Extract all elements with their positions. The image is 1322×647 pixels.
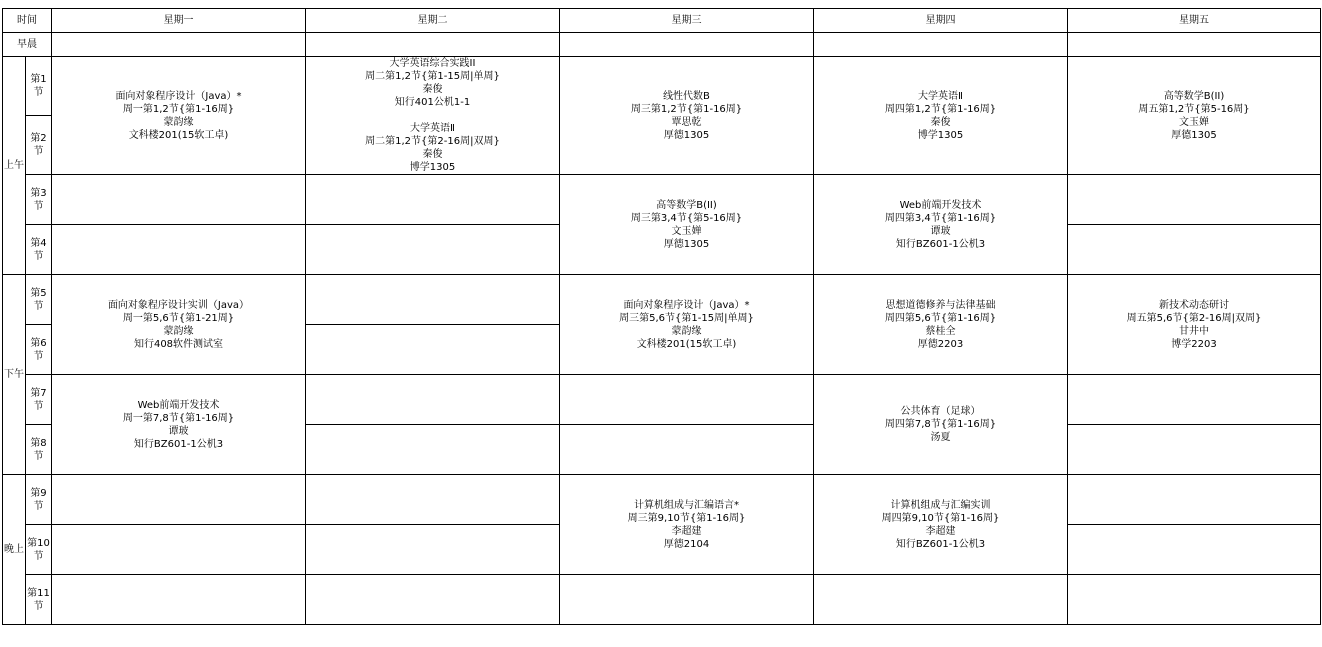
section-label-9: 第9节 [26, 475, 52, 525]
course-name: 高等数学B(II) [656, 199, 717, 211]
course-time: 周五第5,6节{第2-16周|双周} [1126, 312, 1262, 324]
section-row-3 [3, 175, 1321, 225]
course-room: 知行408软件测试室 [133, 338, 224, 350]
course-name: 公共体育（足球） [900, 406, 981, 417]
course-teacher: 覃思乾 [671, 116, 702, 128]
course-room: 知行BZ601-1公机3 [895, 238, 986, 250]
course-name: 高等数学B(II) [1163, 90, 1225, 102]
course-entry[interactable] [52, 90, 305, 142]
course-room: 厚德1305 [663, 129, 710, 141]
course-room: 厚德2104 [663, 538, 710, 550]
day-header-wednesday: 星期三 [560, 9, 814, 33]
section-label-2: 第2节 [26, 116, 52, 175]
course-entry[interactable] [52, 299, 305, 351]
empty-cell [560, 575, 814, 625]
course-cell-wed-5-6[interactable] [560, 275, 814, 375]
course-room: 博学2203 [1171, 338, 1217, 350]
course-cell-wed-1-2[interactable] [560, 57, 814, 175]
section-row-7 [3, 375, 1321, 425]
course-cell-wed-9-10[interactable] [560, 475, 814, 575]
section-label-11: 第11节 [26, 575, 52, 625]
course-time: 周三第5,6节{第1-15周|单周} [619, 312, 754, 324]
course-entry[interactable] [814, 199, 1067, 251]
course-cell-wed-3-4[interactable] [560, 175, 814, 275]
empty-cell [1068, 33, 1321, 57]
course-teacher: 蒙韵缘 [163, 325, 194, 337]
course-teacher: 秦俊 [422, 149, 443, 160]
empty-cell [560, 425, 814, 475]
empty-cell [1068, 525, 1321, 575]
empty-cell [1068, 225, 1321, 275]
course-time: 周一第7,8节{第1-16周} [122, 412, 235, 424]
morning-label: 早晨 [3, 33, 52, 57]
course-name: Web前端开发技术 [899, 199, 982, 211]
course-name: 思想道德修养与法律基础 [885, 299, 996, 311]
header-row [3, 9, 1321, 33]
empty-cell [1068, 475, 1321, 525]
course-teacher: 文玉婵 [671, 225, 702, 237]
empty-cell [560, 33, 814, 57]
period-label-morning: 上午 [3, 57, 26, 275]
day-header-friday: 星期五 [1068, 9, 1321, 33]
course-room: 知行BZ601-1公机3 [895, 538, 986, 550]
course-teacher: 文玉婵 [1179, 116, 1209, 128]
section-label-5: 第5节 [26, 275, 52, 325]
time-header: 时间 [3, 9, 52, 33]
section-row-11 [3, 575, 1321, 625]
course-cell-tue-1-2[interactable] [306, 57, 560, 175]
course-cell-thu-5-6[interactable] [814, 275, 1068, 375]
course-entry[interactable] [306, 57, 559, 109]
empty-cell [52, 475, 306, 525]
course-room: 知行BZ601-1公机3 [133, 438, 224, 450]
course-cell-mon-1-2[interactable] [52, 57, 306, 175]
course-name: 大学英语Ⅱ [918, 90, 963, 102]
course-name: 计算机组成与汇编语言* [634, 499, 739, 511]
empty-cell [814, 575, 1068, 625]
section-label-6: 第6节 [26, 325, 52, 375]
empty-cell [306, 325, 560, 375]
course-cell-thu-1-2[interactable] [814, 57, 1068, 175]
course-cell-mon-5-6[interactable] [52, 275, 306, 375]
course-room: 博学1305 [917, 129, 964, 141]
course-entry[interactable] [560, 499, 813, 551]
course-cell-thu-9-10[interactable] [814, 475, 1068, 575]
course-entry[interactable] [306, 122, 559, 174]
course-teacher: 甘井中 [1179, 325, 1209, 337]
course-teacher: 秦俊 [422, 84, 443, 95]
course-time: 周二第1,2节{第1-15周|单周} [365, 71, 500, 82]
course-name: 新技术动态研讨 [1159, 299, 1229, 311]
course-cell-fri-5-6[interactable] [1068, 275, 1321, 375]
empty-cell [52, 175, 306, 225]
empty-cell [306, 525, 560, 575]
period-label-evening: 晚上 [3, 475, 26, 625]
course-name: 计算机组成与汇编实训 [890, 499, 991, 511]
course-time: 周五第1,2节{第5-16周} [1138, 103, 1250, 115]
course-room: 博学1305 [409, 162, 456, 173]
course-room: 文科楼201(15软工卓) [636, 338, 737, 350]
empty-cell [52, 575, 306, 625]
section-row-9 [3, 475, 1321, 525]
section-row-1 [3, 57, 1321, 116]
day-header-tuesday: 星期二 [306, 9, 560, 33]
timetable [2, 8, 1321, 625]
empty-cell [306, 225, 560, 275]
course-cell-thu-7-8[interactable] [814, 375, 1068, 475]
period-label-afternoon: 下午 [3, 275, 26, 475]
course-time: 周三第1,2节{第1-16周} [630, 103, 743, 115]
section-row-5 [3, 275, 1321, 325]
course-teacher: 蔡桂全 [925, 325, 956, 337]
section-label-1: 第1节 [26, 57, 52, 116]
course-entry[interactable] [560, 199, 813, 251]
course-time: 周四第1,2节{第1-16周} [884, 103, 997, 115]
course-teacher: 汤夏 [930, 432, 951, 443]
section-label-8: 第8节 [26, 425, 52, 475]
course-teacher: 蒙韵缘 [163, 116, 194, 128]
course-time: 周二第1,2节{第2-16周|双周} [365, 136, 500, 147]
course-name: 面向对象程序设计（Java）* [115, 90, 242, 102]
empty-cell [306, 275, 560, 325]
course-time: 周四第9,10节{第1-16周} [881, 512, 1000, 524]
section-label-7: 第7节 [26, 375, 52, 425]
course-teacher: 谭玻 [168, 425, 189, 437]
empty-cell [1068, 575, 1321, 625]
course-teacher: 蒙韵缘 [671, 325, 702, 337]
course-cell-fri-1-2[interactable] [1068, 57, 1321, 175]
empty-cell [560, 375, 814, 425]
course-entry[interactable] [1068, 299, 1320, 351]
empty-cell [1068, 175, 1321, 225]
empty-cell [1068, 425, 1321, 475]
day-header-thursday: 星期四 [814, 9, 1068, 33]
course-teacher: 李超建 [925, 525, 956, 537]
course-name: 面向对象程序设计（Java）* [623, 299, 750, 311]
course-time: 周一第1,2节{第1-16周} [122, 103, 235, 115]
morning-row [3, 33, 1321, 57]
course-teacher: 谭玻 [930, 225, 951, 237]
empty-cell [306, 33, 560, 57]
course-entry[interactable] [560, 90, 813, 142]
course-time: 周一第5,6节{第1-21周} [122, 312, 235, 324]
course-time: 周四第7,8节{第1-16周} [884, 419, 997, 430]
course-entry[interactable] [814, 90, 1067, 142]
course-entry[interactable] [52, 399, 305, 451]
empty-cell [52, 525, 306, 575]
course-room: 厚德2203 [917, 338, 964, 350]
course-teacher: 秦俊 [930, 116, 951, 128]
empty-cell [814, 33, 1068, 57]
section-label-3: 第3节 [26, 175, 52, 225]
empty-cell [306, 425, 560, 475]
course-time: 周三第3,4节{第5-16周} [630, 212, 743, 224]
empty-cell [306, 175, 560, 225]
course-entry[interactable] [814, 499, 1067, 551]
empty-cell [1068, 375, 1321, 425]
empty-cell [306, 375, 560, 425]
course-time: 周四第5,6节{第1-16周} [884, 312, 997, 324]
course-cell-mon-7-8[interactable] [52, 375, 306, 475]
course-entry[interactable] [814, 405, 1067, 444]
course-entry[interactable] [814, 299, 1067, 351]
day-header-monday: 星期一 [52, 9, 306, 33]
course-entry[interactable] [560, 299, 813, 351]
course-name: 大学英语Ⅱ [410, 123, 455, 134]
course-room: 厚德1305 [663, 238, 710, 250]
course-name: 大学英语综合实践II [389, 58, 476, 69]
course-time: 周四第3,4节{第1-16周} [884, 212, 997, 224]
course-room: 厚德1305 [1171, 129, 1217, 141]
section-label-4: 第4节 [26, 225, 52, 275]
empty-cell [52, 33, 306, 57]
empty-cell [306, 475, 560, 525]
course-name: Web前端开发技术 [137, 399, 220, 411]
course-entry[interactable] [1068, 90, 1320, 142]
course-room: 文科楼201(15软工卓) [128, 129, 229, 141]
course-room: 知行401公机1-1 [394, 97, 471, 108]
course-cell-thu-3-4[interactable] [814, 175, 1068, 275]
course-name: 面向对象程序设计实训（Java） [107, 299, 250, 311]
course-teacher: 李超建 [671, 525, 702, 537]
course-name: 线性代数B [663, 90, 710, 102]
empty-cell [306, 575, 560, 625]
course-time: 周三第9,10节{第1-16周} [627, 512, 746, 524]
section-label-10: 第10节 [26, 525, 52, 575]
empty-cell [52, 225, 306, 275]
